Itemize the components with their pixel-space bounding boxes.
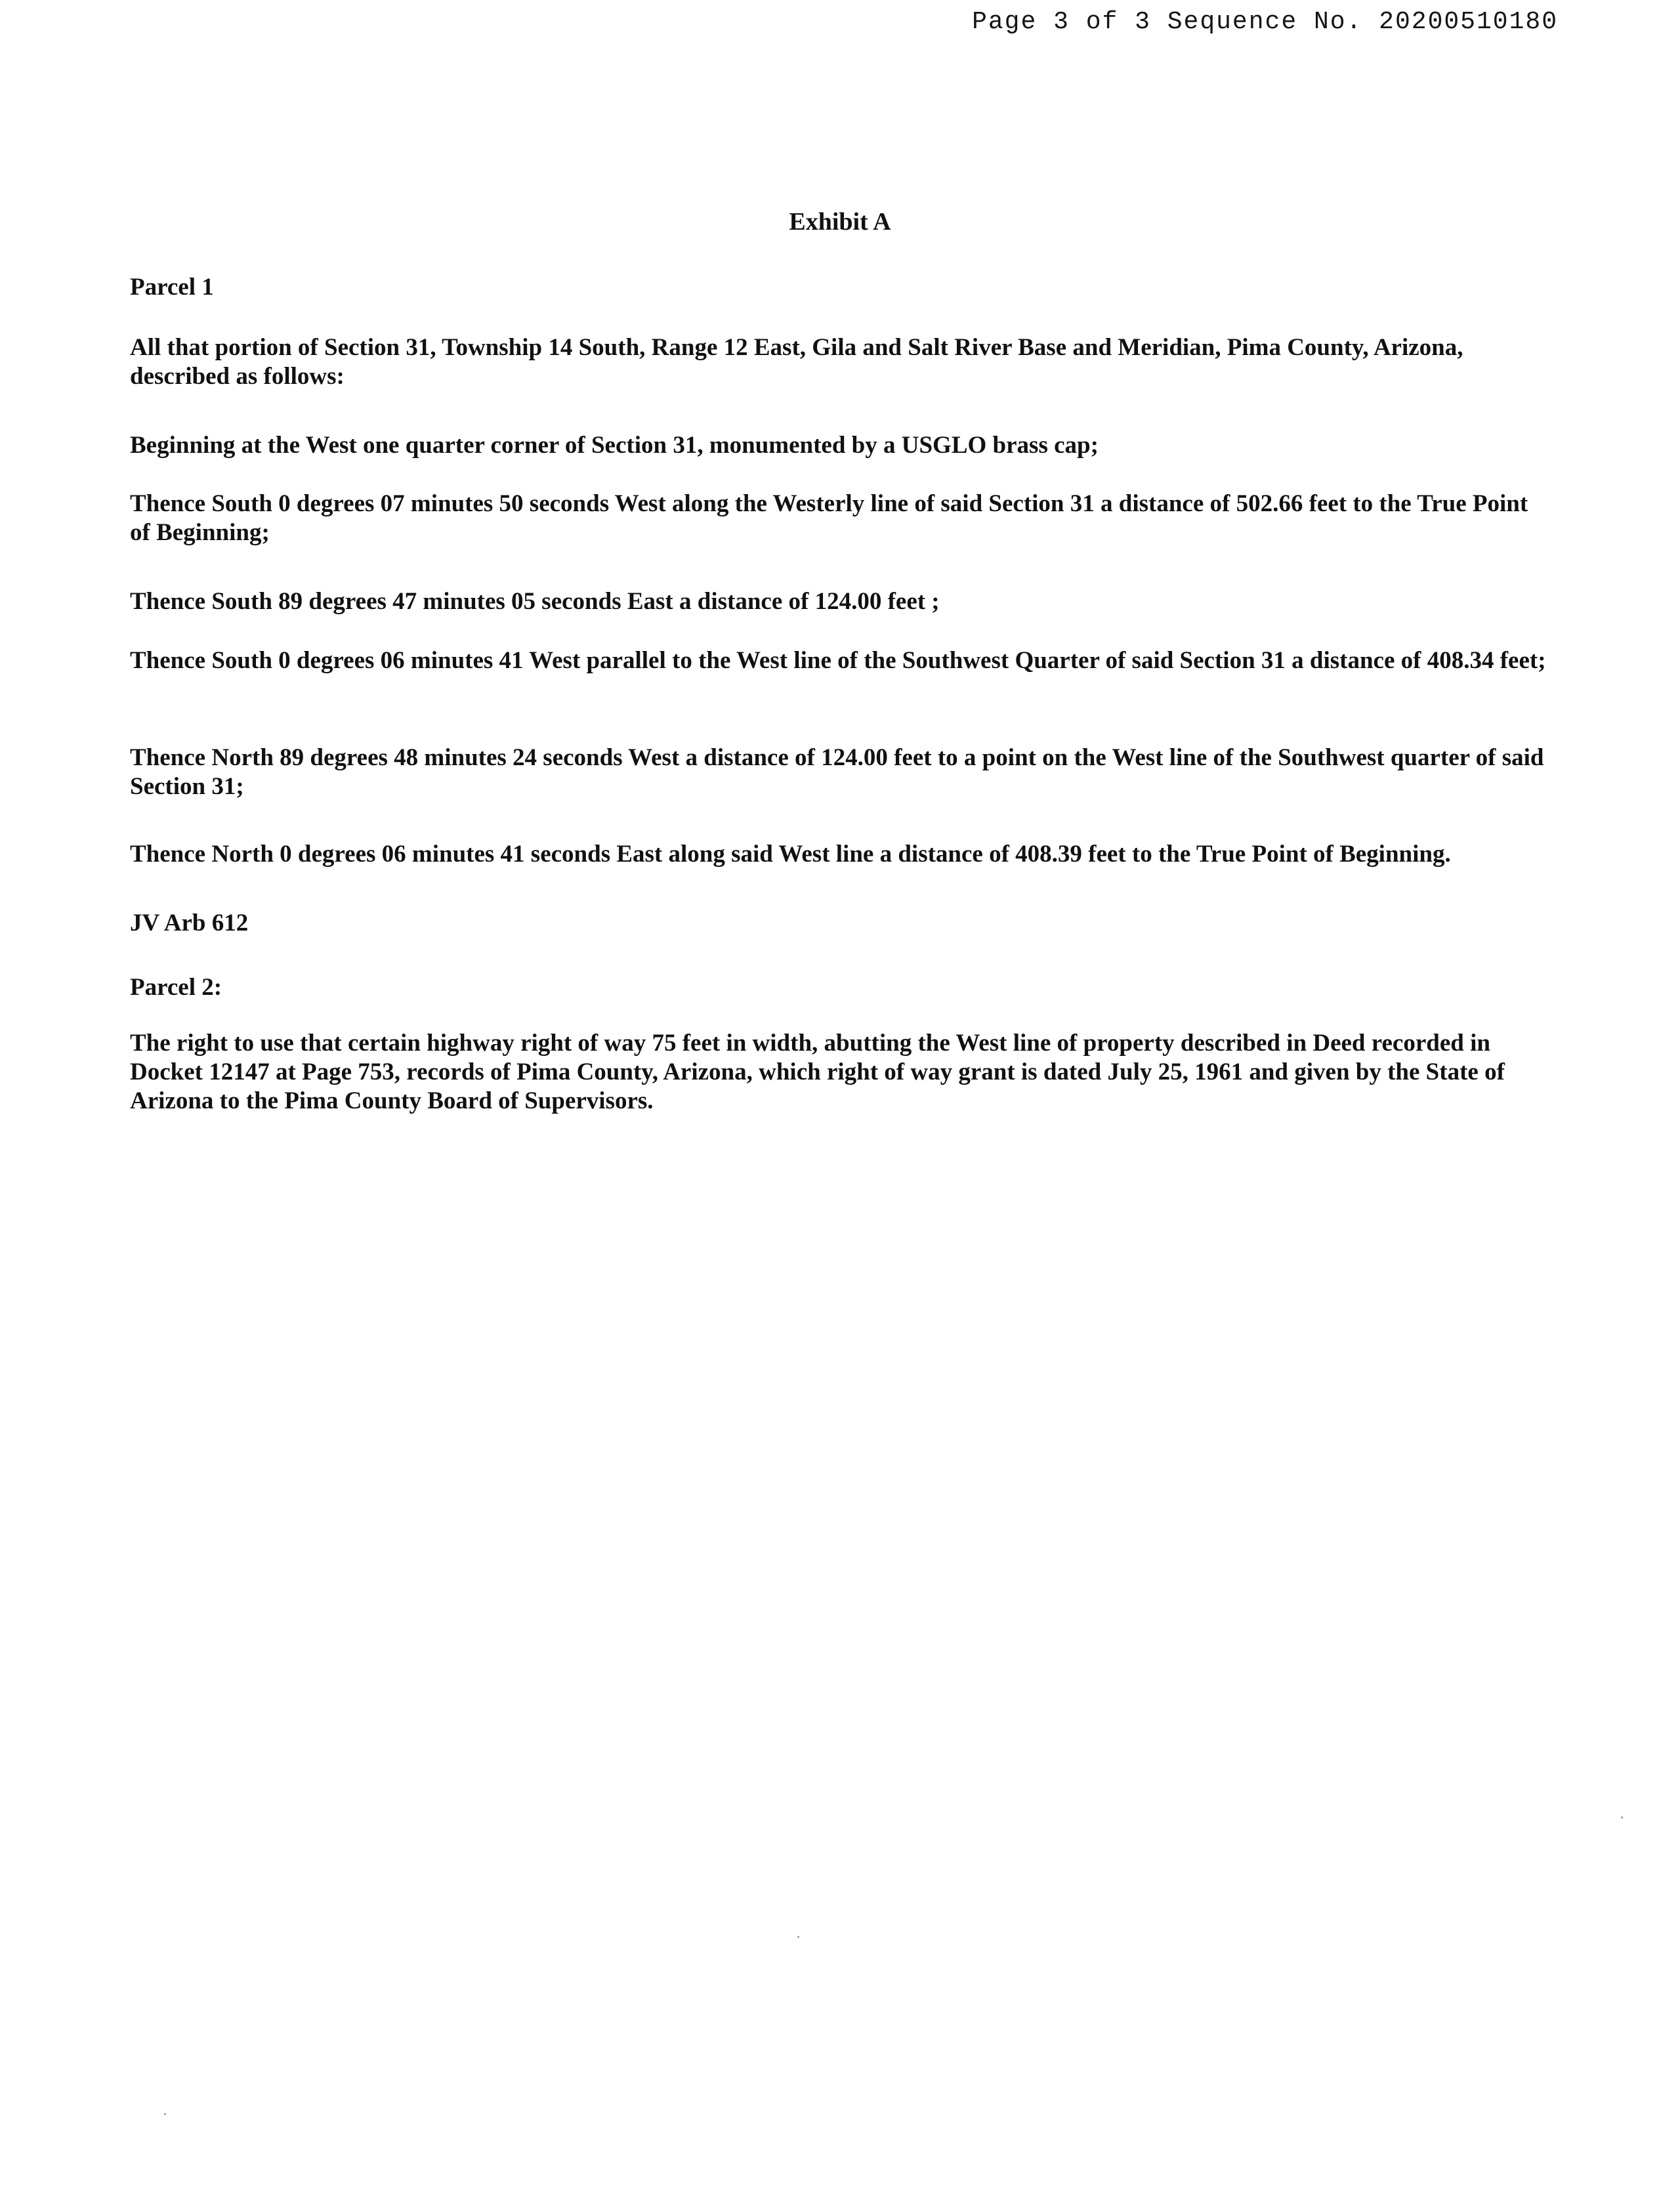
scan-speck bbox=[797, 1936, 799, 1938]
parcel-2-heading: Parcel 2: bbox=[130, 974, 222, 1001]
scan-speck bbox=[1621, 1816, 1623, 1818]
page-sequence-header: Page 3 of 3 Sequence No. 20200510180 bbox=[972, 8, 1558, 36]
parcel-2-description-paragraph: The right to use that certain highway right of way 75 feet in width, abutting the West line of property described in Deed recorded in Docket 12147 at Page 753, records of Pima County, Arizona, which right of way grant is dated July 25, 1961 and given by the State of Arizona to the Pima County Board of Supervisors. bbox=[130, 1030, 1505, 1114]
fifth-course-paragraph: Thence North 0 degrees 06 minutes 41 seconds East along said West line a distance of 408.39 feet to the True Point of Beginning. bbox=[130, 841, 1451, 868]
beginning-point-paragraph: Beginning at the West one quarter corner of Section 31, monumented by a USGLO brass cap; bbox=[130, 432, 1099, 459]
exhibit-title: Exhibit A bbox=[789, 208, 891, 236]
third-course-paragraph: Thence South 0 degrees 06 minutes 41 West parallel to the West line of the Southwest Quarter of said Section 31 a distance of 408.34 feet; bbox=[130, 647, 1546, 674]
second-course-paragraph: Thence South 89 degrees 47 minutes 05 seconds East a distance of 124.00 feet ; bbox=[130, 588, 940, 615]
scan-speck bbox=[164, 2113, 166, 2115]
parcel-1-location-paragraph: All that portion of Section 31, Township 14 South, Range 12 East, Gila and Salt River Base and Meridian, Pima County, Arizona, described as follows: bbox=[130, 334, 1463, 390]
reference-code: JV Arb 612 bbox=[130, 910, 249, 936]
parcel-1-heading: Parcel 1 bbox=[130, 274, 214, 301]
first-course-paragraph: Thence South 0 degrees 07 minutes 50 seconds West along the Westerly line of said Section 31 a distance of 502.66 feet to the True Point of Beginning; bbox=[130, 490, 1528, 546]
fourth-course-paragraph: Thence North 89 degrees 48 minutes 24 seconds West a distance of 124.00 feet to a point on the West line of the Southwest quarter of said Section 31; bbox=[130, 744, 1544, 800]
